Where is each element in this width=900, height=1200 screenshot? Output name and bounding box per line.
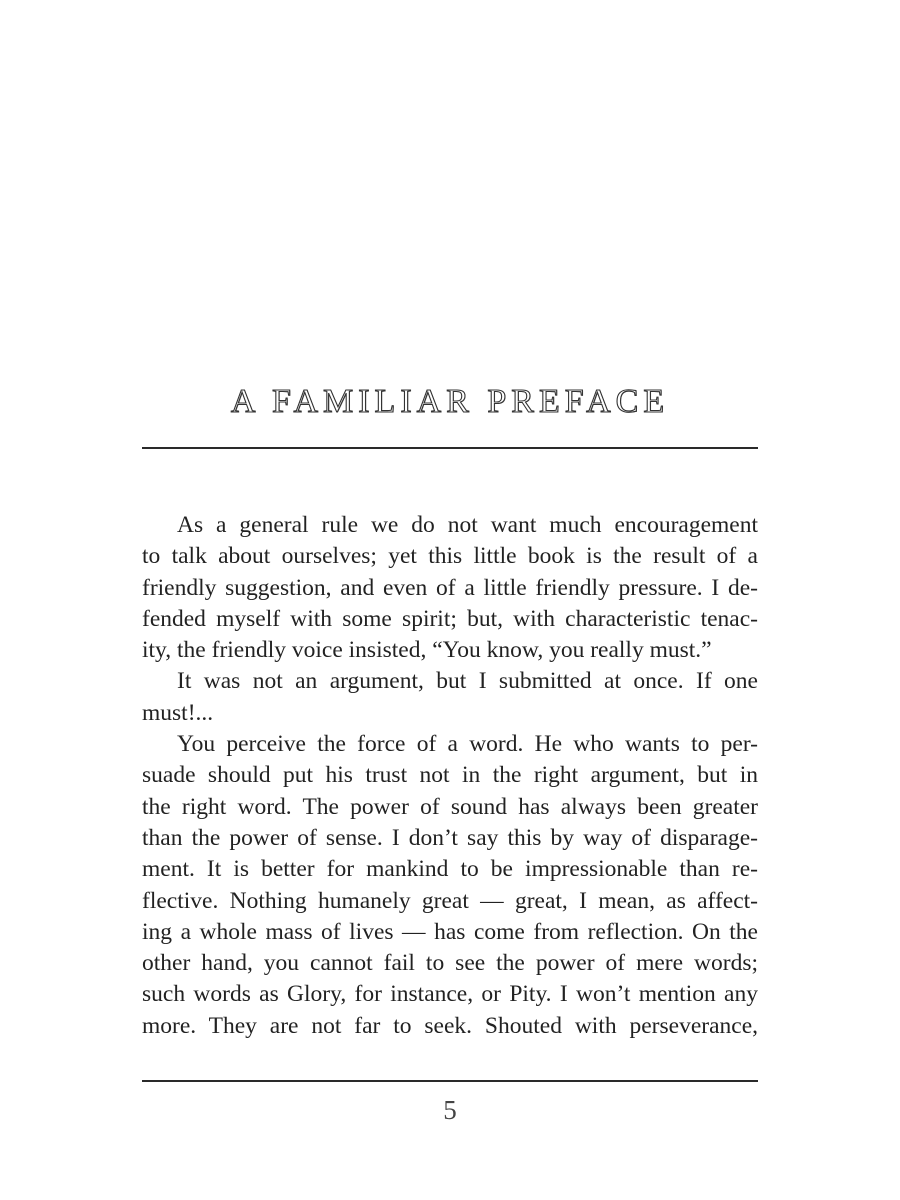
text-line: ity, the friendly voice insisted, “You know, you really must.” (142, 637, 712, 664)
text-line: fended myself with some spirit; but, with characteristic tenac- (142, 605, 758, 632)
text-line: flective. Nothing humanely great — great, I mean, as affect- (142, 887, 758, 914)
chapter-title: A FAMILIAR PREFACE (230, 383, 670, 420)
text-line: As a general rule we do not want much encouragement (177, 512, 758, 538)
text-line: It was not an argument, but I submitted at once. If one (177, 668, 758, 695)
text-line: other hand, you cannot fail to see the power of mere words; (142, 950, 758, 977)
text-line: suade should put his trust not in the right argument, but in (142, 762, 758, 789)
text-line: to talk about ourselves; yet this little book is the result of a (142, 543, 758, 570)
text-line: the right word. The power of sound has always been greater (142, 793, 758, 820)
text-line: more. They are not far to seek. Shouted with perseverance, (142, 1012, 758, 1039)
body-text (142, 510, 758, 1042)
top-rule (142, 447, 758, 449)
text-line: friendly suggestion, and even of a little friendly pressure. I de- (142, 574, 758, 601)
text-line: than the power of sense. I don’t say this by way of disparage- (142, 824, 758, 851)
text-line: ing a whole mass of lives — has come from reflection. On the (142, 918, 758, 945)
text-line: You perceive the force of a word. He who wants to per- (177, 731, 758, 758)
bottom-rule (142, 1080, 758, 1082)
text-line: ment. It is better for mankind to be impressionable than re- (142, 856, 758, 883)
page-number: 5 (443, 1095, 457, 1125)
text-line: such words as Glory, for instance, or Pity. I won’t mention any (142, 981, 758, 1008)
text-line: must!... (142, 699, 214, 726)
